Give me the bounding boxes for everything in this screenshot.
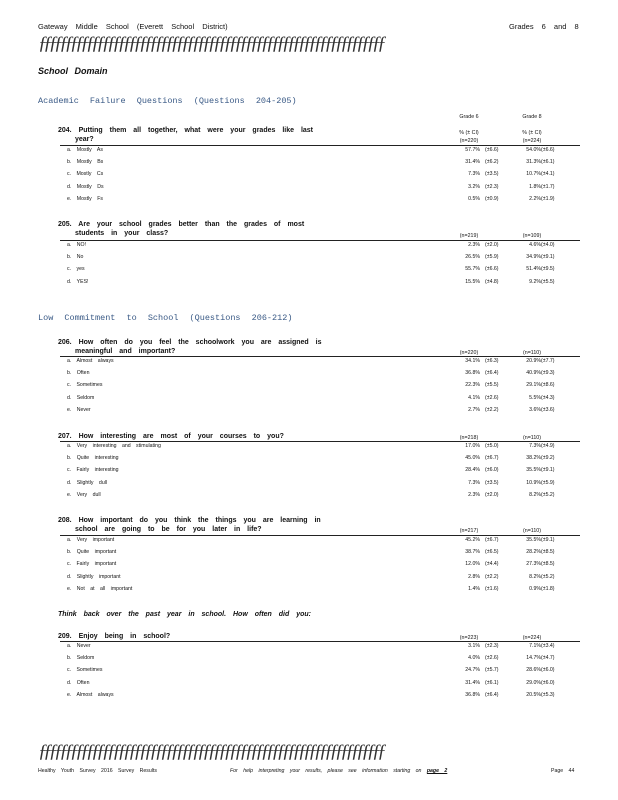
grade6-ci: (±6.3) (485, 358, 499, 364)
q206-rule (60, 356, 580, 357)
grade8-ci: (±1.8) (541, 585, 555, 592)
col-grade8-pct: % (± CI) (522, 130, 542, 136)
answer-label: c. Fairly important (67, 561, 117, 568)
grade8-percent: 7.1% (529, 643, 541, 649)
q209-n-grade6: (n=223) (459, 635, 479, 641)
grade6-percent: 24.7% (465, 667, 480, 674)
q206-title-line2: meaningful and important? (75, 348, 176, 355)
grade6-ci: (±0.9) (485, 195, 499, 202)
grade8-ci: (±5.9) (541, 479, 555, 486)
q204-n-grade6: (n=220) (459, 138, 479, 144)
answer-label: e. Mostly Fs (67, 195, 103, 202)
grade6-percent: 36.8% (465, 370, 480, 377)
table-row (67, 655, 577, 666)
grade8-percent: 2.2% (529, 195, 541, 202)
footer-help-text (230, 768, 447, 774)
q209-rule (60, 641, 580, 642)
header-grades: Grades 6 and 8 (509, 22, 579, 31)
grade8-percent: 54.0% (526, 147, 541, 153)
grade8-ci: (±8.5) (541, 561, 555, 568)
grade8-percent: 38.2% (526, 455, 541, 462)
q209-n-grade8: (n=224) (522, 635, 542, 641)
grade6-percent: 4.0% (468, 655, 480, 662)
table-row (67, 266, 577, 277)
grade6-ci: (±2.3) (485, 183, 499, 190)
grade6-percent: 0.5% (468, 195, 480, 202)
grade6-ci: (±5.5) (485, 382, 499, 389)
grade8-ci: (±8.6) (541, 382, 555, 389)
grade6-percent: 2.3% (468, 491, 480, 498)
grade6-ci: (±6.0) (485, 467, 499, 474)
answer-label: b. Quite important (67, 549, 117, 556)
grade8-percent: 34.9% (526, 254, 541, 261)
grade6-percent: 38.7% (465, 549, 480, 556)
answer-label: b. Seldom (67, 655, 95, 662)
answer-label: d. Slightly dull (67, 479, 108, 486)
grade6-percent: 34.1% (465, 358, 480, 364)
answer-label: c. yes (67, 266, 85, 273)
table-row (67, 692, 577, 703)
answer-label: c. Mostly Cs (67, 171, 104, 178)
grade6-percent: 26.5% (465, 254, 480, 261)
grade8-ci: (±5.2) (541, 573, 555, 580)
grade6-ci: (±4.4) (485, 561, 499, 568)
grade8-ci: (±4.9) (541, 443, 555, 449)
grade8-percent: 29.1% (526, 382, 541, 389)
q204-n-grade8: (n=224) (522, 138, 542, 144)
grade6-percent: 7.3% (468, 171, 480, 178)
grade8-ci: (±9.1) (541, 254, 555, 261)
grade8-percent: 8.2% (529, 491, 541, 498)
answer-label: d. Mostly Ds (67, 183, 104, 190)
table-row (67, 358, 577, 369)
header-school-name: Gateway Middle School (Everett School District) (38, 22, 228, 31)
table-row (67, 147, 577, 158)
q204-title-line1: 204. Putting them all together, what were your grades like last (58, 127, 314, 134)
q204-title-line2: year? (75, 136, 94, 143)
grade8-percent: 5.5% (529, 394, 541, 401)
col-grade6-pct: % (± CI) (459, 130, 479, 136)
section-academic-failure: Academic Failure Questions (Questions 204-205) (38, 96, 297, 106)
answer-label: d. Often (67, 679, 90, 686)
answer-label: a. Very important (67, 537, 115, 543)
grade6-ci: (±6.7) (485, 537, 499, 543)
q207-rule (60, 441, 580, 442)
grade8-ci: (±8.5) (541, 549, 555, 556)
table-row (67, 480, 577, 491)
table-row (67, 467, 577, 478)
grade8-ci: (±5.5) (541, 278, 555, 285)
table-row (67, 242, 577, 253)
table-row (67, 561, 577, 572)
footer-help-prefix: For help interpreting your results, please see information starting on (230, 768, 422, 774)
grade8-percent: 35.5% (526, 467, 541, 474)
q207-title-line1: 207. How interesting are most of your courses to you? (58, 433, 284, 440)
grade8-ci: (±1.9) (541, 195, 555, 202)
table-row (67, 586, 577, 597)
table-row (67, 492, 577, 503)
table-row (67, 643, 577, 654)
grade6-ci: (±4.8) (485, 278, 499, 285)
answer-label: e. Never (67, 406, 91, 413)
grade8-percent: 9.2% (529, 278, 541, 285)
grade6-ci: (±5.7) (485, 667, 499, 674)
grade6-percent: 31.4% (465, 679, 480, 686)
grade6-ci: (±6.5) (485, 549, 499, 556)
table-row (67, 370, 577, 381)
grade8-ci: (±1.7) (541, 183, 555, 190)
grade6-percent: 1.4% (468, 585, 480, 592)
table-row (67, 382, 577, 393)
q206-n-grade8: (n=110) (522, 350, 541, 356)
grade8-percent: 28.6% (526, 667, 541, 674)
grade8-percent: 4.6% (529, 242, 541, 248)
header-decor-line: ƒƒƒƒƒƒƒƒƒƒƒƒƒƒƒƒƒƒƒƒƒƒƒƒƒƒƒƒƒƒƒƒƒƒƒƒƒƒƒƒƒƒƒƒƒƒƒƒƒƒƒƒƒƒƒƒƒƒƒƒƒƒƒƒƒ (38, 33, 383, 54)
answer-label: d. Seldom (67, 394, 95, 401)
grade8-percent: 0.9% (529, 585, 541, 592)
grade8-percent: 28.2% (526, 549, 541, 556)
answer-label: c. Sometimes (67, 667, 103, 674)
answer-label: b. Quite interesting (67, 455, 119, 462)
grade6-ci: (±5.9) (485, 254, 499, 261)
footer-page-number: Page 44 (551, 768, 575, 774)
answer-label: c. Fairly interesting (67, 467, 119, 474)
grade8-percent: 8.2% (529, 573, 541, 580)
answer-label: e. Almost always (67, 691, 114, 698)
grade6-percent: 17.0% (465, 443, 480, 449)
instruction-text: Think back over the past year in school. How often did you: (58, 611, 311, 618)
table-row (67, 443, 577, 454)
answer-label: b. Often (67, 370, 90, 377)
grade8-ci: (±9.5) (541, 266, 555, 273)
grade8-percent: 40.9% (526, 370, 541, 377)
grade8-percent: 10.7% (526, 171, 541, 178)
grade6-percent: 7.3% (468, 479, 480, 486)
section-low-commitment: Low Commitment to School (Questions 206-212) (38, 313, 293, 323)
answer-label: a. NO! (67, 242, 86, 248)
grade6-ci: (±2.6) (485, 394, 499, 401)
grade6-percent: 31.4% (465, 159, 480, 166)
q205-title-line2: students in your class? (75, 230, 169, 237)
q205-rule (60, 240, 580, 241)
grade6-percent: 45.2% (465, 537, 480, 543)
grade6-percent: 12.0% (465, 561, 480, 568)
grade6-ci: (±6.4) (485, 691, 499, 698)
answer-label: a. Very interesting and stimulating (67, 443, 161, 449)
grade6-percent: 15.5% (465, 278, 480, 285)
q208-n-grade8: (n=110) (522, 528, 541, 534)
q208-title-line1: 208. How important do you think the things you are learning in (58, 517, 321, 524)
grade8-ci: (±9.1) (541, 537, 555, 543)
grade6-percent: 2.7% (468, 406, 480, 413)
grade6-ci: (±2.0) (485, 242, 499, 248)
grade8-ci: (±9.3) (541, 370, 555, 377)
grade8-percent: 20.5% (526, 691, 541, 698)
q207-n-grade6: (n=218) (459, 435, 479, 441)
grade6-ci: (±2.2) (485, 573, 499, 580)
grade8-ci: (±6.1) (541, 159, 555, 166)
grade6-percent: 57.7% (465, 147, 480, 153)
table-row (67, 574, 577, 585)
grade8-ci: (±6.0) (541, 679, 555, 686)
grade6-ci: (±6.6) (485, 266, 499, 273)
q205-title-line1: 205. Are your school grades better than the grades of most (58, 221, 305, 228)
grade6-percent: 2.3% (468, 242, 480, 248)
grade8-percent: 7.3% (529, 443, 541, 449)
footer-survey-name: Healthy Youth Survey 2016 Survey Results (38, 768, 157, 774)
table-row (67, 537, 577, 548)
answer-label: a. Never (67, 643, 91, 649)
q207-n-grade8: (n=110) (522, 435, 541, 441)
q205-n-grade6: (n=219) (459, 233, 479, 239)
grade8-ci: (±4.0) (541, 242, 555, 248)
footer-decor-line: ƒƒƒƒƒƒƒƒƒƒƒƒƒƒƒƒƒƒƒƒƒƒƒƒƒƒƒƒƒƒƒƒƒƒƒƒƒƒƒƒƒƒƒƒƒƒƒƒƒƒƒƒƒƒƒƒƒƒƒƒƒƒƒƒƒ (38, 741, 383, 762)
grade8-percent: 20.9% (526, 358, 541, 364)
q206-n-grade6: (n=220) (459, 350, 479, 356)
grade6-ci: (±6.7) (485, 455, 499, 462)
answer-label: e. Very dull (67, 491, 101, 498)
grade8-ci: (±7.7) (541, 358, 555, 364)
answer-label: e. Not at all important (67, 585, 133, 592)
grade8-ci: (±6.0) (541, 667, 555, 674)
table-row (67, 549, 577, 560)
grade8-percent: 1.8% (529, 183, 541, 190)
grade6-percent: 55.7% (465, 266, 480, 273)
grade6-percent: 4.1% (468, 394, 480, 401)
table-row (67, 279, 577, 290)
grade6-ci: (±5.0) (485, 443, 499, 449)
answer-label: d. YES! (67, 278, 89, 285)
grade8-percent: 3.6% (529, 406, 541, 413)
grade6-ci: (±1.6) (485, 585, 499, 592)
answer-label: d. Slightly important (67, 573, 121, 580)
grade6-percent: 22.3% (465, 382, 480, 389)
grade6-ci: (±2.0) (485, 491, 499, 498)
grade8-ci: (±4.1) (541, 171, 555, 178)
table-row (67, 395, 577, 406)
answer-label: c. Sometimes (67, 382, 103, 389)
q208-title-line2: school are going to be for you later in life? (75, 526, 262, 533)
grade8-percent: 27.3% (526, 561, 541, 568)
grade6-ci: (±6.2) (485, 159, 499, 166)
domain-title: School Domain (38, 66, 108, 76)
grade8-ci: (±9.2) (541, 455, 555, 462)
grade6-ci: (±6.4) (485, 370, 499, 377)
table-row (67, 407, 577, 418)
grade6-ci: (±6.6) (485, 147, 499, 153)
table-row (67, 196, 577, 207)
grade8-ci: (±4.7) (541, 655, 555, 662)
answer-label: b. Mostly Bs (67, 159, 104, 166)
q208-n-grade6: (n=217) (459, 528, 479, 534)
table-row (67, 455, 577, 466)
grade6-percent: 45.0% (465, 455, 480, 462)
grade6-percent: 2.8% (468, 573, 480, 580)
grade8-ci: (±9.1) (541, 467, 555, 474)
table-row (67, 667, 577, 678)
grade6-ci: (±6.1) (485, 679, 499, 686)
q209-title-line1: 209. Enjoy being in school? (58, 633, 171, 640)
grade8-ci: (±6.6) (541, 147, 555, 153)
grade6-ci: (±3.5) (485, 479, 499, 486)
table-row (67, 159, 577, 170)
table-row (67, 680, 577, 691)
q208-rule (60, 535, 580, 536)
grade8-percent: 51.4% (526, 266, 541, 273)
grade8-percent: 31.3% (526, 159, 541, 166)
footer-page-link[interactable]: page 2 (426, 768, 448, 774)
col-grade6-title: Grade 6 (459, 114, 479, 120)
grade6-percent: 28.4% (465, 467, 480, 474)
grade8-ci: (±5.2) (541, 491, 555, 498)
grade6-percent: 36.8% (465, 691, 480, 698)
table-row (67, 171, 577, 182)
grade6-ci: (±3.5) (485, 171, 499, 178)
grade8-ci: (±5.3) (541, 691, 555, 698)
grade8-percent: 14.7% (526, 655, 541, 662)
answer-label: a. Mostly As (67, 147, 103, 153)
grade6-ci: (±2.3) (485, 643, 499, 649)
grade6-ci: (±2.2) (485, 406, 499, 413)
answer-label: a. Almost always (67, 358, 114, 364)
q205-n-grade8: (n=109) (522, 233, 542, 239)
grade6-ci: (±2.6) (485, 655, 499, 662)
q206-title-line1: 206. How often do you feel the schoolwork you are assigned is (58, 339, 322, 346)
table-row (67, 184, 577, 195)
grade8-ci: (±3.6) (541, 406, 555, 413)
table-row (67, 254, 577, 265)
grade8-percent: 29.0% (526, 679, 541, 686)
q204-rule (60, 145, 580, 146)
grade6-percent: 3.1% (468, 643, 480, 649)
col-grade8-title: Grade 8 (522, 114, 542, 120)
grade6-percent: 3.2% (468, 183, 480, 190)
grade8-ci: (±3.4) (541, 643, 555, 649)
answer-label: b. No (67, 254, 84, 261)
grade8-percent: 35.5% (526, 537, 541, 543)
grade8-percent: 10.9% (526, 479, 541, 486)
grade8-ci: (±4.3) (541, 394, 555, 401)
